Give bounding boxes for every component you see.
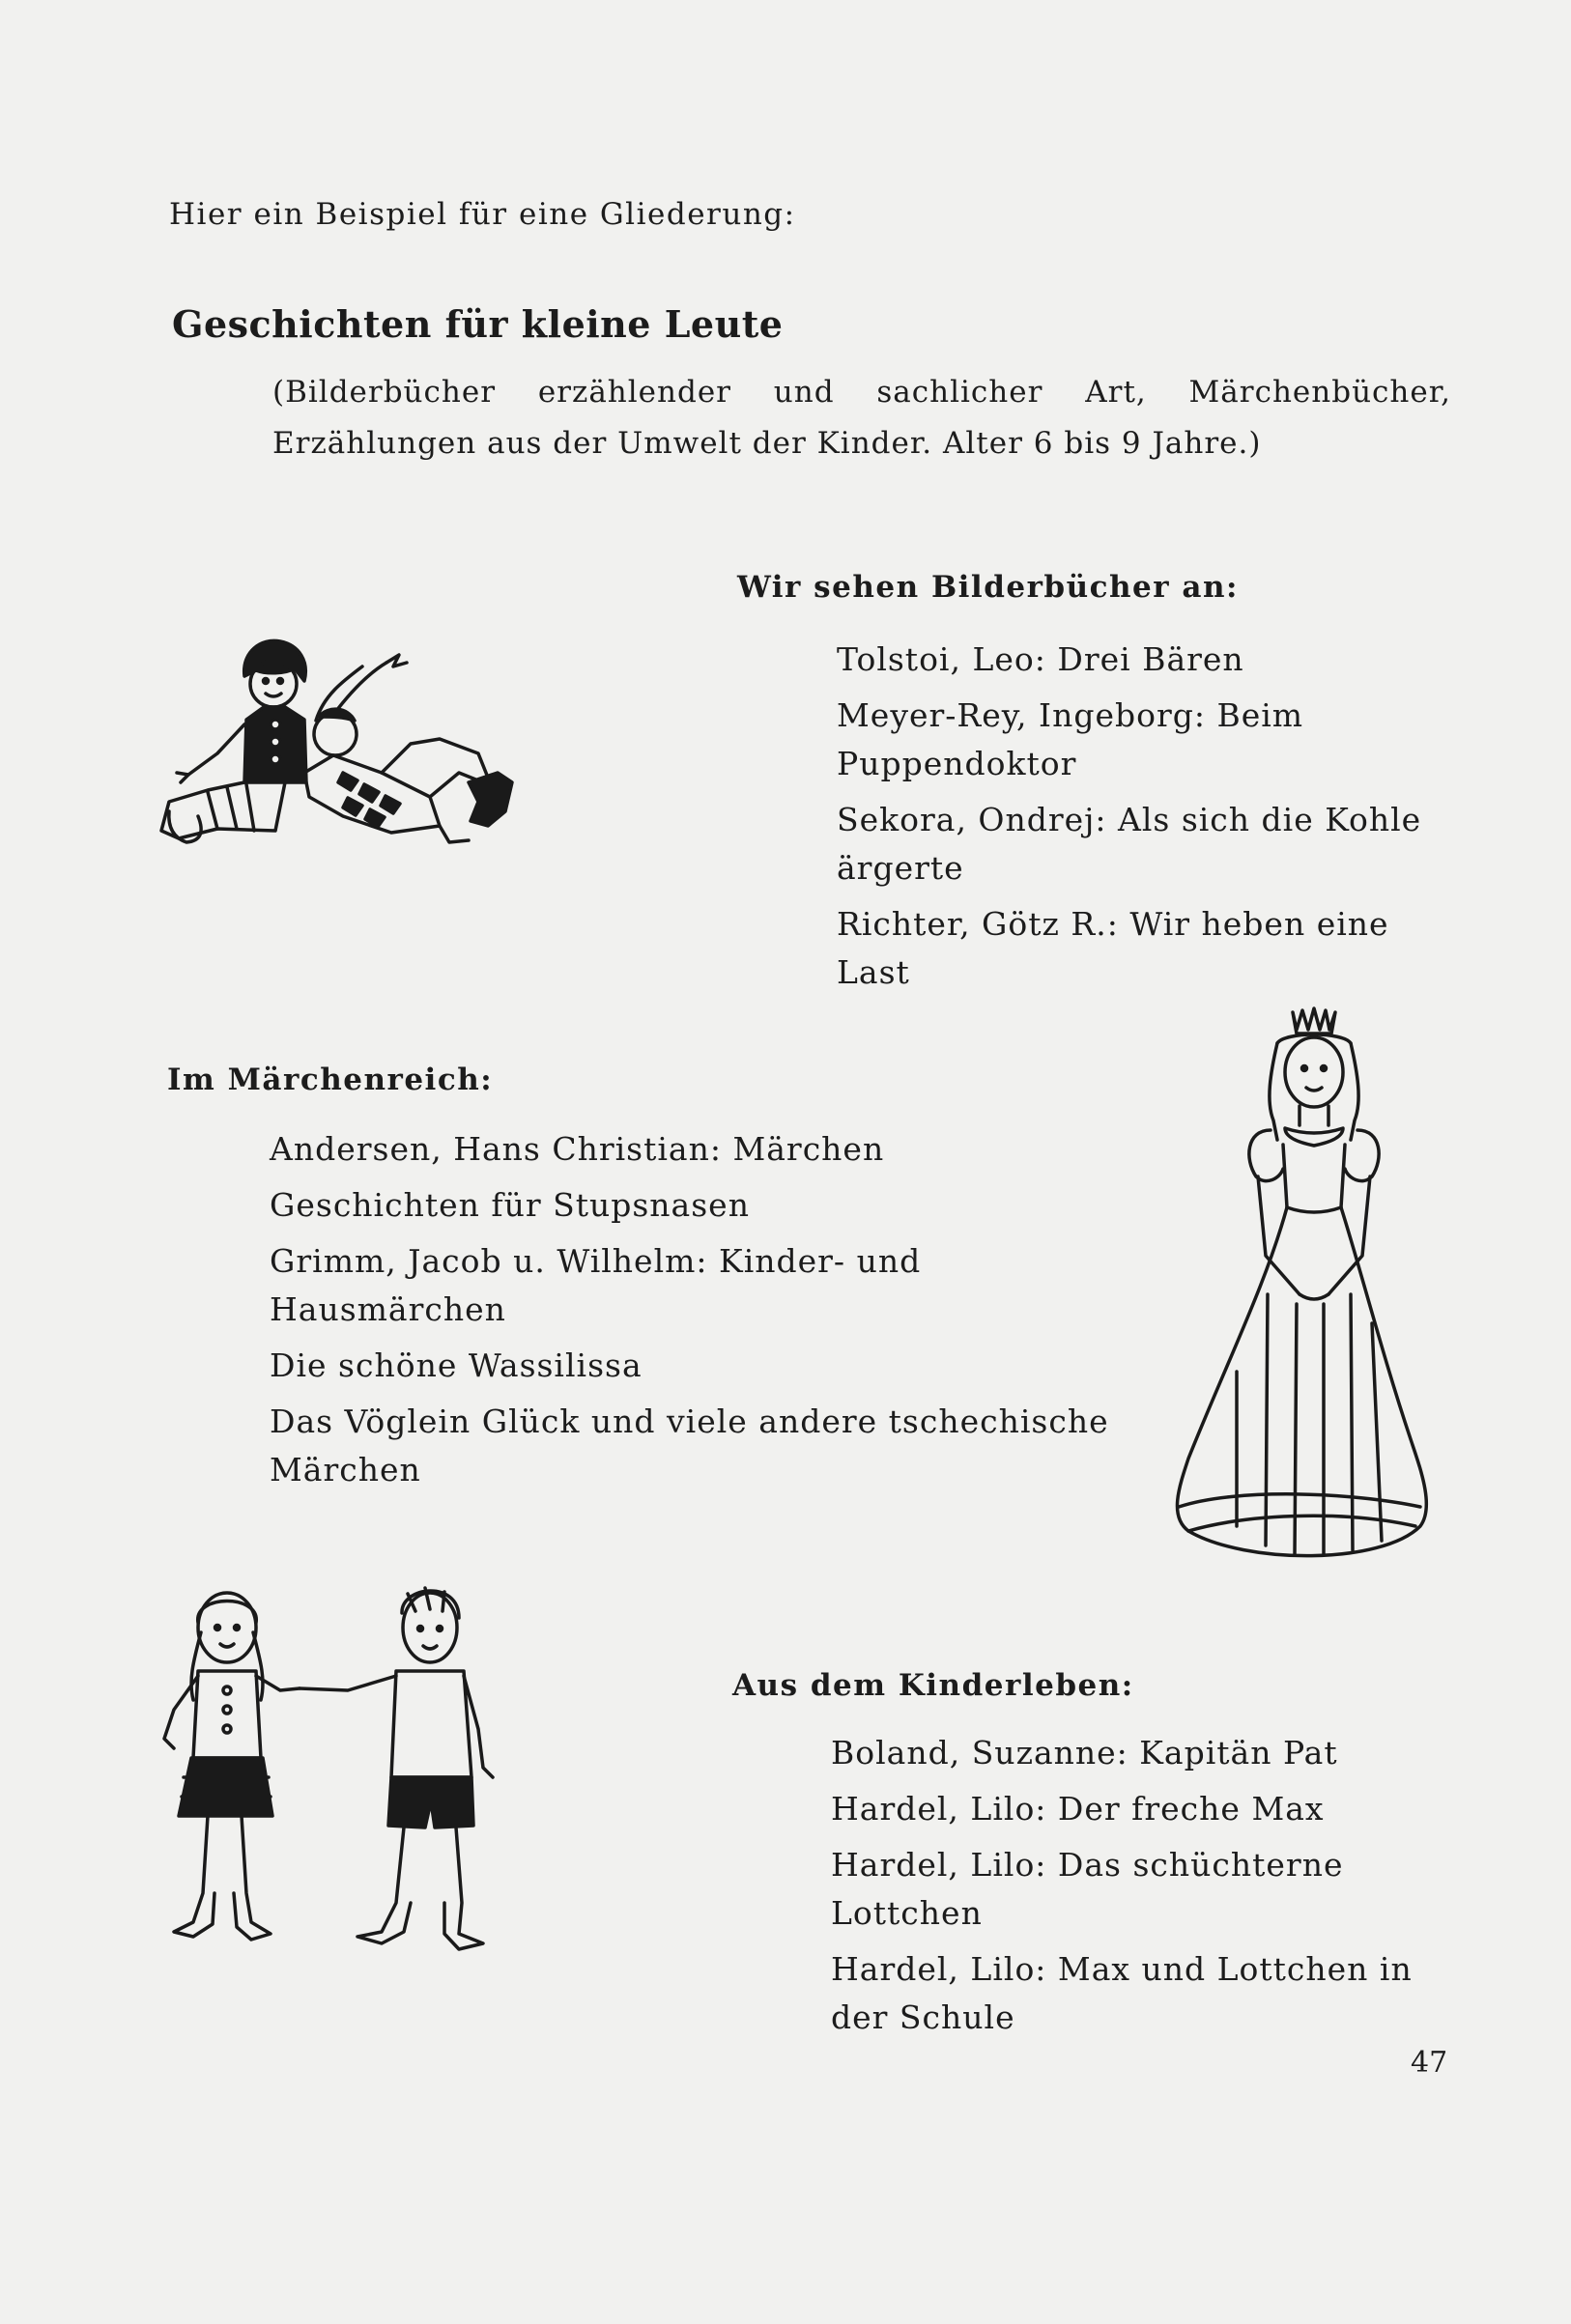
list-bilderbuecher (837, 636, 1449, 1005)
section-title: Geschichten für kleine Leute (172, 302, 784, 346)
list-item: Sekora, Ondrej: Als sich die Kohle ärgerte (837, 801, 1422, 887)
list-item: Hardel, Lilo: Max und Lottchen in der Schule (831, 1950, 1413, 2036)
section-subtitle: (Bilderbücher erzählender und sachlicher Art, Märchenbücher, Erzählungen aus der Umwelt der Kinder. Alter 6 bis 9 Jahre.) (272, 375, 1451, 461)
list-item: Hardel, Lilo: Der freche Max (831, 1790, 1325, 1828)
list-item: Boland, Suzanne: Kapitän Pat (831, 1734, 1338, 1771)
list-item: Meyer-Rey, Ingeborg: Beim Puppendoktor (837, 696, 1304, 782)
walking-children-illustration (155, 1574, 512, 1990)
princess-illustration (1159, 1005, 1440, 1565)
list-item: Richter, Götz R.: Wir heben eine Last (837, 905, 1389, 991)
list-item: Geschichten für Stupsnasen (270, 1186, 750, 1224)
list-item: Andersen, Hans Christian: Märchen (270, 1130, 885, 1168)
heading-maerchenreich: Im Märchenreich: (167, 1063, 494, 1097)
list-item: Tolstoi, Leo: Drei Bären (837, 640, 1244, 678)
list-item: Hardel, Lilo: Das schüchterne Lottchen (831, 1846, 1344, 1932)
list-maerchenreich (270, 1125, 1144, 1502)
list-kinderleben (831, 1729, 1449, 2050)
list-item: Die schöne Wassilissa (270, 1346, 643, 1384)
sitting-children-illustration (150, 628, 556, 869)
list-item: Grimm, Jacob u. Wilhelm: Kinder- und Hausmärchen (270, 1242, 922, 1328)
intro-text: Hier ein Beispiel für eine Gliederung: (169, 197, 796, 232)
list-item: Das Vöglein Glück und viele andere tschechische Märchen (270, 1403, 1109, 1488)
page-number: 47 (1411, 2046, 1448, 2080)
heading-bilderbuecher: Wir sehen Bilderbücher an: (737, 570, 1239, 605)
heading-kinderleben: Aus dem Kinderleben: (732, 1668, 1134, 1703)
